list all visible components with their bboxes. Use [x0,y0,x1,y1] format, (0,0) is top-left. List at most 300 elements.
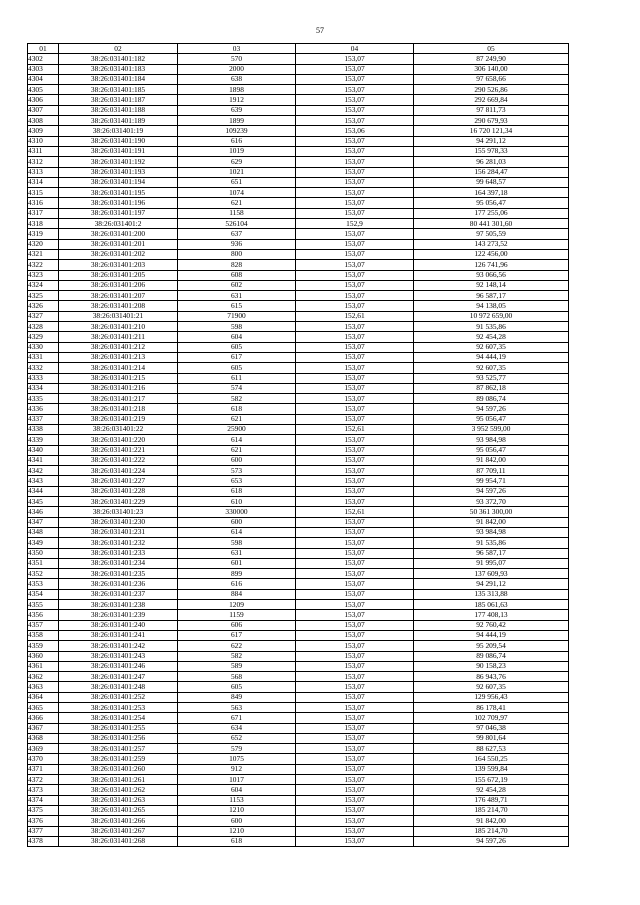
value-cell: 91 842,00 [414,455,569,465]
column-header-04: 04 [296,44,414,54]
area-cell: 899 [178,569,296,579]
cadastral-number-cell: 38:26:031401:212 [59,342,178,352]
rate-cell: 153,07 [296,455,414,465]
cadastral-number-cell: 38:26:031401:222 [59,455,178,465]
table-row [28,383,569,393]
cadastral-number-cell: 38:26:031401:193 [59,167,178,177]
cadastral-number-cell: 38:26:031401:253 [59,703,178,713]
area-cell: 604 [178,332,296,342]
area-cell: 330000 [178,507,296,517]
rate-cell: 153,07 [296,270,414,280]
area-cell: 2000 [178,64,296,74]
row-number-cell: 4309 [28,126,59,136]
cadastral-number-cell: 38:26:031401:257 [59,744,178,754]
cadastral-number-cell: 38:26:031401:201 [59,239,178,249]
cadastral-number-cell: 38:26:031401:259 [59,754,178,764]
value-cell: 94 444,19 [414,352,569,362]
table-row [28,352,569,362]
cadastral-number-cell: 38:26:031401:23 [59,507,178,517]
cadastral-number-cell: 38:26:031401:195 [59,188,178,198]
row-number-cell: 4362 [28,672,59,682]
rate-cell: 153,07 [296,280,414,290]
rate-cell: 153,07 [296,661,414,671]
row-number-cell: 4376 [28,816,59,826]
rate-cell: 153,07 [296,517,414,527]
header-row [28,44,569,54]
area-cell: 600 [178,816,296,826]
table-row [28,497,569,507]
value-cell: 290 526,86 [414,85,569,95]
area-cell: 631 [178,291,296,301]
cadastral-number-cell: 38:26:031401:218 [59,404,178,414]
rate-cell: 153,07 [296,744,414,754]
area-cell: 618 [178,404,296,414]
value-cell: 91 535,86 [414,322,569,332]
row-number-cell: 4304 [28,74,59,84]
area-cell: 25900 [178,424,296,434]
table-row [28,64,569,74]
row-number-cell: 4302 [28,54,59,64]
column-header-01: 01 [28,44,59,54]
area-cell: 598 [178,538,296,548]
area-cell: 601 [178,558,296,568]
area-cell: 1153 [178,795,296,805]
table-row [28,105,569,115]
value-cell: 91 842,00 [414,517,569,527]
value-cell: 97 658,66 [414,74,569,84]
row-number-cell: 4346 [28,507,59,517]
rate-cell: 153,07 [296,713,414,723]
area-cell: 614 [178,527,296,537]
cadastral-number-cell: 38:26:031401:254 [59,713,178,723]
area-cell: 671 [178,713,296,723]
rate-cell: 153,07 [296,301,414,311]
table-row [28,136,569,146]
table-row [28,466,569,476]
cadastral-number-cell: 38:26:031401:247 [59,672,178,682]
cadastral-number-cell: 38:26:031401:238 [59,600,178,610]
value-cell: 185 214,70 [414,805,569,815]
row-number-cell: 4340 [28,445,59,455]
table-row [28,188,569,198]
cadastral-number-cell: 38:26:031401:211 [59,332,178,342]
table-row [28,589,569,599]
area-cell: 610 [178,497,296,507]
rate-cell: 153,07 [296,54,414,64]
table-row [28,733,569,743]
table-row [28,775,569,785]
area-cell: 639 [178,105,296,115]
table-row [28,116,569,126]
area-cell: 621 [178,198,296,208]
area-cell: 631 [178,548,296,558]
cadastral-number-cell: 38:26:031401:220 [59,435,178,445]
value-cell: 3 952 599,00 [414,424,569,434]
value-cell: 92 454,28 [414,785,569,795]
row-number-cell: 4353 [28,579,59,589]
table-row [28,301,569,311]
area-cell: 638 [178,74,296,84]
cadastral-number-cell: 38:26:031401:187 [59,95,178,105]
cadastral-number-cell: 38:26:031401:261 [59,775,178,785]
cadastral-number-cell: 38:26:031401:229 [59,497,178,507]
cadastral-number-cell: 38:26:031401:2 [59,219,178,229]
value-cell: 89 086,74 [414,651,569,661]
area-cell: 936 [178,239,296,249]
table-row [28,363,569,373]
row-number-cell: 4338 [28,424,59,434]
cadastral-number-cell: 38:26:031401:194 [59,177,178,187]
table-row [28,311,569,321]
value-cell: 91 842,00 [414,816,569,826]
value-cell: 156 284,47 [414,167,569,177]
table-row [28,260,569,270]
rate-cell: 153,07 [296,74,414,84]
area-cell: 1019 [178,146,296,156]
rate-cell: 153,07 [296,146,414,156]
rate-cell: 153,07 [296,394,414,404]
area-cell: 573 [178,466,296,476]
table-row [28,569,569,579]
row-number-cell: 4325 [28,291,59,301]
value-cell: 94 291,12 [414,136,569,146]
area-cell: 1210 [178,805,296,815]
column-header-05: 05 [414,44,569,54]
rate-cell: 153,07 [296,383,414,393]
value-cell: 92 607,35 [414,342,569,352]
row-number-cell: 4329 [28,332,59,342]
value-cell: 88 627,53 [414,744,569,754]
table-row [28,394,569,404]
table-row [28,795,569,805]
row-number-cell: 4359 [28,641,59,651]
table-row [28,816,569,826]
area-cell: 568 [178,672,296,682]
value-cell: 95 056,47 [414,414,569,424]
rate-cell: 153,07 [296,260,414,270]
rate-cell: 153,07 [296,836,414,846]
table-row [28,486,569,496]
cadastral-number-cell: 38:26:031401:240 [59,620,178,630]
rate-cell: 153,07 [296,486,414,496]
value-cell: 87 249,90 [414,54,569,64]
table-row [28,455,569,465]
cadastral-number-cell: 38:26:031401:265 [59,805,178,815]
rate-cell: 153,07 [296,795,414,805]
value-cell: 86 943,76 [414,672,569,682]
rate-cell: 153,07 [296,620,414,630]
rate-cell: 153,07 [296,322,414,332]
area-cell: 606 [178,620,296,630]
value-cell: 94 138,05 [414,301,569,311]
column-header-02: 02 [59,44,178,54]
row-number-cell: 4339 [28,435,59,445]
cadastral-number-cell: 38:26:031401:19 [59,126,178,136]
cadastral-number-cell: 38:26:031401:192 [59,157,178,167]
cadastral-number-cell: 38:26:031401:255 [59,723,178,733]
value-cell: 16 720 121,34 [414,126,569,136]
cadastral-number-cell: 38:26:031401:215 [59,373,178,383]
table-row [28,74,569,84]
cadastral-number-cell: 38:26:031401:241 [59,630,178,640]
rate-cell: 152,61 [296,424,414,434]
cadastral-number-cell: 38:26:031401:188 [59,105,178,115]
table-row [28,661,569,671]
value-cell: 94 444,19 [414,630,569,640]
value-cell: 139 599,84 [414,764,569,774]
row-number-cell: 4363 [28,682,59,692]
table-row [28,54,569,64]
cadastral-number-cell: 38:26:031401:207 [59,291,178,301]
row-number-cell: 4350 [28,548,59,558]
table-row [28,785,569,795]
row-number-cell: 4306 [28,95,59,105]
area-cell: 652 [178,733,296,743]
table-row [28,620,569,630]
cadastral-number-cell: 38:26:031401:237 [59,589,178,599]
row-number-cell: 4337 [28,414,59,424]
cadastral-number-cell: 38:26:031401:230 [59,517,178,527]
row-number-cell: 4310 [28,136,59,146]
table-row [28,713,569,723]
row-number-cell: 4366 [28,713,59,723]
cadastral-number-cell: 38:26:031401:236 [59,579,178,589]
rate-cell: 153,07 [296,476,414,486]
cadastral-number-cell: 38:26:031401:248 [59,682,178,692]
table-row [28,579,569,589]
row-number-cell: 4308 [28,116,59,126]
value-cell: 90 158,23 [414,661,569,671]
value-cell: 135 313,88 [414,589,569,599]
row-number-cell: 4368 [28,733,59,743]
table-row [28,723,569,733]
table-row [28,538,569,548]
value-cell: 177 255,06 [414,208,569,218]
rate-cell: 153,07 [296,497,414,507]
column-header-03: 03 [178,44,296,54]
area-cell: 579 [178,744,296,754]
table-row [28,805,569,815]
cadastral-number-cell: 38:26:031401:263 [59,795,178,805]
value-cell: 10 972 659,00 [414,311,569,321]
value-cell: 93 372,70 [414,497,569,507]
table-row [28,198,569,208]
value-cell: 137 609,93 [414,569,569,579]
table-row [28,517,569,527]
row-number-cell: 4313 [28,167,59,177]
area-cell: 637 [178,229,296,239]
cadastral-number-cell: 38:26:031401:183 [59,64,178,74]
cadastral-number-cell: 38:26:031401:189 [59,116,178,126]
cadastral-number-cell: 38:26:031401:219 [59,414,178,424]
table-body [28,54,569,847]
area-cell: 71900 [178,311,296,321]
rate-cell: 153,07 [296,558,414,568]
table-row [28,404,569,414]
row-number-cell: 4344 [28,486,59,496]
area-cell: 605 [178,363,296,373]
value-cell: 122 456,00 [414,249,569,259]
area-cell: 563 [178,703,296,713]
rate-cell: 153,06 [296,126,414,136]
table-row [28,754,569,764]
table-row [28,703,569,713]
rate-cell: 153,07 [296,95,414,105]
cadastral-number-cell: 38:26:031401:214 [59,363,178,373]
table-row [28,836,569,846]
row-number-cell: 4331 [28,352,59,362]
cadastral-number-cell: 38:26:031401:22 [59,424,178,434]
value-cell: 86 178,41 [414,703,569,713]
table-row [28,424,569,434]
row-number-cell: 4358 [28,630,59,640]
cadastral-number-cell: 38:26:031401:202 [59,249,178,259]
rate-cell: 153,07 [296,723,414,733]
rate-cell: 153,07 [296,651,414,661]
rate-cell: 153,07 [296,610,414,620]
table-row [28,208,569,218]
table-row [28,692,569,702]
rate-cell: 152,9 [296,219,414,229]
row-number-cell: 4370 [28,754,59,764]
table-row [28,167,569,177]
rate-cell: 153,07 [296,404,414,414]
rate-cell: 153,07 [296,208,414,218]
rate-cell: 153,07 [296,332,414,342]
row-number-cell: 4356 [28,610,59,620]
cadastral-number-cell: 38:26:031401:268 [59,836,178,846]
rate-cell: 153,07 [296,548,414,558]
row-number-cell: 4334 [28,383,59,393]
rate-cell: 153,07 [296,414,414,424]
value-cell: 50 361 300,00 [414,507,569,517]
rate-cell: 153,07 [296,754,414,764]
value-cell: 143 273,52 [414,239,569,249]
rate-cell: 153,07 [296,342,414,352]
table-row [28,332,569,342]
table-row [28,744,569,754]
rate-cell: 153,07 [296,352,414,362]
table-row [28,322,569,332]
row-number-cell: 4352 [28,569,59,579]
rate-cell: 153,07 [296,188,414,198]
area-cell: 589 [178,661,296,671]
value-cell: 91 535,86 [414,538,569,548]
row-number-cell: 4330 [28,342,59,352]
cadastral-number-cell: 38:26:031401:196 [59,198,178,208]
row-number-cell: 4371 [28,764,59,774]
area-cell: 617 [178,630,296,640]
rate-cell: 153,07 [296,177,414,187]
rate-cell: 153,07 [296,579,414,589]
cadastral-number-cell: 38:26:031401:184 [59,74,178,84]
area-cell: 616 [178,136,296,146]
cadastral-number-cell: 38:26:031401:262 [59,785,178,795]
area-cell: 622 [178,641,296,651]
row-number-cell: 4333 [28,373,59,383]
value-cell: 155 672,19 [414,775,569,785]
value-cell: 126 741,96 [414,260,569,270]
table-row [28,641,569,651]
rate-cell: 153,07 [296,249,414,259]
rate-cell: 153,07 [296,64,414,74]
area-cell: 605 [178,342,296,352]
cadastral-number-cell: 38:26:031401:228 [59,486,178,496]
value-cell: 177 408,13 [414,610,569,620]
cadastral-number-cell: 38:26:031401:216 [59,383,178,393]
area-cell: 1898 [178,85,296,95]
value-cell: 99 954,71 [414,476,569,486]
value-cell: 129 956,43 [414,692,569,702]
area-cell: 1209 [178,600,296,610]
rate-cell: 153,07 [296,785,414,795]
area-cell: 617 [178,352,296,362]
area-cell: 849 [178,692,296,702]
table-row [28,229,569,239]
area-cell: 1075 [178,754,296,764]
value-cell: 155 978,33 [414,146,569,156]
area-cell: 605 [178,682,296,692]
table-row [28,219,569,229]
area-cell: 800 [178,249,296,259]
table-row [28,548,569,558]
value-cell: 164 397,18 [414,188,569,198]
row-number-cell: 4324 [28,280,59,290]
row-number-cell: 4320 [28,239,59,249]
table-row [28,826,569,836]
row-number-cell: 4351 [28,558,59,568]
table-row [28,764,569,774]
table-row [28,558,569,568]
row-number-cell: 4315 [28,188,59,198]
cadastral-number-cell: 38:26:031401:260 [59,764,178,774]
row-number-cell: 4361 [28,661,59,671]
row-number-cell: 4314 [28,177,59,187]
cadastral-number-cell: 38:26:031401:205 [59,270,178,280]
table-row [28,476,569,486]
rate-cell: 153,07 [296,363,414,373]
cadastral-number-cell: 38:26:031401:208 [59,301,178,311]
area-cell: 884 [178,589,296,599]
row-number-cell: 4319 [28,229,59,239]
row-number-cell: 4360 [28,651,59,661]
table-row [28,414,569,424]
value-cell: 89 086,74 [414,394,569,404]
value-cell: 97 505,59 [414,229,569,239]
rate-cell: 153,07 [296,105,414,115]
value-cell: 306 140,00 [414,64,569,74]
value-cell: 94 597,26 [414,836,569,846]
rate-cell: 153,07 [296,136,414,146]
value-cell: 95 056,47 [414,198,569,208]
cadastral-number-cell: 38:26:031401:185 [59,85,178,95]
table-row [28,239,569,249]
area-cell: 621 [178,445,296,455]
value-cell: 87 709,11 [414,466,569,476]
rate-cell: 153,07 [296,826,414,836]
rate-cell: 153,07 [296,569,414,579]
area-cell: 602 [178,280,296,290]
rate-cell: 153,07 [296,116,414,126]
cadastral-number-cell: 38:26:031401:232 [59,538,178,548]
cadastral-number-cell: 38:26:031401:246 [59,661,178,671]
value-cell: 290 679,93 [414,116,569,126]
value-cell: 99 801,64 [414,733,569,743]
row-number-cell: 4364 [28,692,59,702]
cadastral-number-cell: 38:26:031401:191 [59,146,178,156]
value-cell: 94 597,26 [414,486,569,496]
value-cell: 87 862,18 [414,383,569,393]
